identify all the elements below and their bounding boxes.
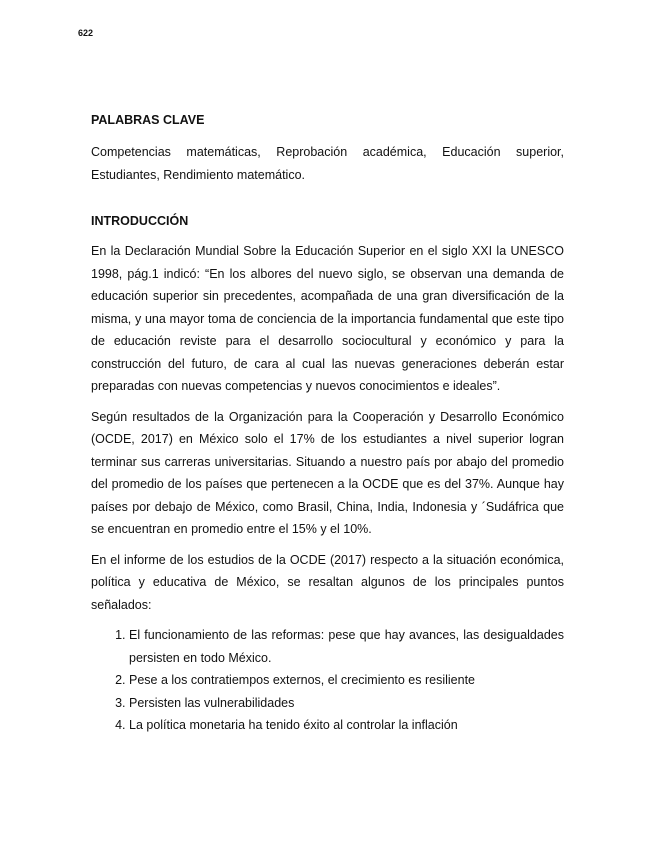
oecd-points-list <box>91 624 564 737</box>
list-item: 1. El funcionamiento de las reformas: pese que hay avances, las desigualdades persisten en todo México. <box>129 624 564 669</box>
intro-paragraph-2: Según resultados de la Organización para la Cooperación y Desarrollo Económico (OCDE, 2017) en México solo el 17% de los estudiantes a nivel superior logran terminar sus carreras universitarias. Situando a nuestro país por abajo del promedio del promedio de los países que pertenecen a la OCDE que es del 37%. Aunque hay países por debajo de México, como Brasil, China, India, Indonesia y ´Sudáfrica que se encuentran en promedio entre el 15% y el 10%. <box>91 409 564 536</box>
keywords-heading: PALABRAS CLAVE <box>91 113 205 127</box>
keywords-text: Competencias matemáticas, Reprobación académica, Educación superior, Estudiantes, Rendimiento matemático. <box>91 145 564 182</box>
list-item: 3. Persisten las vulnerabilidades <box>129 692 564 715</box>
page-number: 622 <box>78 28 94 38</box>
intro-paragraph-1: En la Declaración Mundial Sobre la Educación Superior en el siglo XXI la UNESCO 1998, pág.1 indicó: “En los albores del nuevo siglo, se observan una demanda de educación superior sin precedentes, acompañada de una gran diversificación de la misma, y una mayor toma de conciencia de la importancia fundamental que este tipo de educación reviste para el desarrollo sociocultural y económico y para la construcción del futuro, de cara al cual las nuevas generaciones deberán estar preparadas con nuevas competencias y nuevos conocimientos e ideales”. <box>91 244 564 393</box>
list-item: 2. Pese a los contratiempos externos, el crecimiento es resiliente <box>129 669 564 692</box>
introduction-heading: INTRODUCCIÓN <box>91 214 189 228</box>
intro-paragraph-3: En el informe de los estudios de la OCDE (2017) respecto a la situación económica, política y educativa de México, se resaltan algunos de los principales puntos señalados: <box>91 552 564 612</box>
document-body <box>91 111 564 737</box>
list-item: 4. La política monetaria ha tenido éxito al controlar la inflación <box>129 714 564 737</box>
